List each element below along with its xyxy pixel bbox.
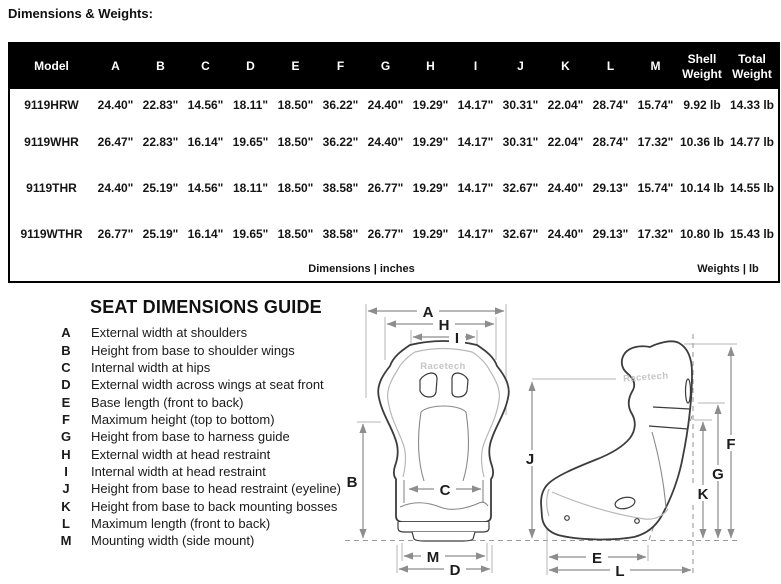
dimensions-table <box>8 42 780 283</box>
guide-item <box>48 359 341 376</box>
guide-item <box>48 480 341 497</box>
column-header: F <box>336 59 345 73</box>
value-cell: 15.43 lb <box>729 227 775 241</box>
column-header: A <box>111 59 120 73</box>
column-header: M <box>650 59 661 73</box>
value-cell: 32.67" <box>502 227 539 241</box>
front-seat-base-pad <box>412 532 475 541</box>
value-cell: 22.04" <box>547 97 584 112</box>
side-seat-outline <box>541 341 692 539</box>
value-cell: 14.17" <box>457 227 494 241</box>
column-header: B <box>156 59 165 73</box>
model-cell: 9119WHR <box>24 135 79 149</box>
column-header: E <box>291 59 300 73</box>
guide-item-letter: H <box>61 446 71 462</box>
value-cell: 24.40" <box>547 180 584 195</box>
guide-item-text: Mounting width (side mount) <box>91 533 255 549</box>
value-cell: 19.29" <box>412 227 449 241</box>
value-cell: 29.13" <box>592 180 629 195</box>
value-cell: 26.47" <box>97 135 134 149</box>
guide-item-letter: M <box>60 533 72 549</box>
guide-item-letter: A <box>61 325 71 341</box>
guide-title: SEAT DIMENSIONS GUIDE <box>90 297 322 317</box>
value-cell: 18.50" <box>277 180 314 195</box>
value-cell: 24.40" <box>367 135 404 149</box>
value-cell: 18.50" <box>277 135 314 149</box>
guide-item-text: External width at shoulders <box>91 325 248 341</box>
value-cell: 26.77" <box>367 227 404 241</box>
guide-item-text: Maximum height (top to bottom) <box>91 411 275 427</box>
value-cell: 16.14" <box>187 135 224 149</box>
value-cell: 30.31" <box>502 135 539 149</box>
side-seat-drawing <box>541 341 692 539</box>
value-cell: 18.11" <box>232 97 269 112</box>
mount-hole-rear <box>635 519 640 524</box>
guide-item-letter: L <box>62 515 70 531</box>
dim-label-h: H <box>438 317 450 334</box>
racetech-logo-side: Racetech <box>622 370 669 385</box>
guide-item-text: Maximum length (front to back) <box>91 515 271 531</box>
guide-item-letter: D <box>61 377 71 393</box>
front-seat-drawing <box>378 341 509 541</box>
value-cell: 18.50" <box>277 97 314 112</box>
table-row <box>9 89 779 120</box>
value-cell: 28.74" <box>592 97 629 112</box>
guide-item-letter: E <box>61 394 71 410</box>
value-cell: 17.32" <box>637 227 674 241</box>
value-cell: 28.74" <box>592 135 629 149</box>
dim-label-i: I <box>454 330 460 347</box>
value-cell: 18.11" <box>232 180 269 195</box>
table-body <box>9 89 779 257</box>
value-cell: 32.67" <box>502 180 539 195</box>
table-row <box>9 164 779 211</box>
column-header: Shell Weight <box>682 51 722 81</box>
guide-item-letter: F <box>62 411 70 427</box>
column-header: Total Weight <box>732 51 772 81</box>
belt-hole-left <box>420 373 437 397</box>
value-cell: 14.17" <box>457 97 494 112</box>
mount-hole-front <box>565 516 570 521</box>
dim-label-e: E <box>591 550 603 567</box>
value-cell: 24.40" <box>97 180 134 195</box>
guide-item <box>48 324 341 341</box>
dim-label-m: M <box>426 549 440 566</box>
dim-label-k: K <box>697 486 709 503</box>
column-header: J <box>517 59 524 73</box>
value-cell: 25.19" <box>142 227 179 241</box>
table-row <box>9 211 779 257</box>
footer-spacer <box>9 257 93 282</box>
guide-item-letter: B <box>61 342 71 358</box>
value-cell: 22.83" <box>142 135 179 149</box>
column-header: I <box>473 59 478 73</box>
value-cell: 22.04" <box>547 135 584 149</box>
guide-item-text: External width across wings at seat front <box>91 377 324 393</box>
value-cell: 36.22" <box>322 97 359 112</box>
model-cell: 9119THR <box>26 180 77 195</box>
guide-list <box>48 324 341 549</box>
guide-item-letter: J <box>62 481 70 497</box>
value-cell: 36.22" <box>322 135 359 149</box>
column-header: G <box>380 59 391 73</box>
dim-label-d: D <box>449 562 461 579</box>
guide-item <box>48 393 341 410</box>
column-header: Model <box>34 59 69 73</box>
value-cell: 26.77" <box>367 180 404 195</box>
dim-label-a: A <box>422 304 434 321</box>
front-seat-base <box>398 522 489 532</box>
column-header: C <box>201 59 210 73</box>
value-cell: 24.40" <box>547 227 584 241</box>
table-row <box>9 120 779 164</box>
guide-item <box>48 376 341 393</box>
value-cell: 26.77" <box>97 227 134 241</box>
value-cell: 19.29" <box>412 97 449 112</box>
guide-item-text: Height from base to back mounting bosses <box>91 498 338 514</box>
value-cell: 15.74" <box>637 180 674 195</box>
dim-label-f: F <box>726 436 736 453</box>
weights-unit-note: Weights | lb <box>697 263 759 275</box>
model-cell: 9119WTHR <box>20 227 83 241</box>
guide-item <box>48 515 341 532</box>
value-cell: 14.33 lb <box>729 97 775 112</box>
racetech-logo-front: Racetech <box>420 361 466 372</box>
value-cell: 38.58" <box>322 227 359 241</box>
value-cell: 17.32" <box>637 135 674 149</box>
model-cell: 9119HRW <box>24 97 79 112</box>
value-cell: 18.50" <box>277 227 314 241</box>
value-cell: 10.36 lb <box>679 135 725 149</box>
guide-item-letter: K <box>61 498 71 514</box>
belt-hole-right <box>452 373 468 397</box>
value-cell: 14.55 lb <box>729 180 775 195</box>
dimensions-unit-note: Dimensions | inches <box>308 263 415 275</box>
value-cell: 15.74" <box>637 97 674 112</box>
table-footer-row <box>9 257 779 282</box>
value-cell: 19.65" <box>232 227 269 241</box>
seat-diagrams <box>330 292 781 584</box>
guide-item-text: Internal width at head restraint <box>91 463 266 479</box>
guide-item <box>48 497 341 514</box>
guide-item-text: Height from base to head restraint (eyeline) <box>91 481 342 497</box>
table-header-row <box>9 43 779 89</box>
value-cell: 24.40" <box>97 97 134 112</box>
dim-label-l: L <box>615 563 625 580</box>
value-cell: 38.58" <box>322 180 359 195</box>
guide-item-letter: C <box>61 359 71 375</box>
dim-label-j: J <box>525 451 535 468</box>
value-cell: 10.14 lb <box>679 180 725 195</box>
guide-item <box>48 341 341 358</box>
dim-label-b: B <box>346 474 358 491</box>
harness-slot <box>686 379 691 403</box>
guide-item-text: Base length (front to back) <box>91 394 244 410</box>
value-cell: 25.19" <box>142 180 179 195</box>
value-cell: 16.14" <box>187 227 224 241</box>
value-cell: 14.17" <box>457 180 494 195</box>
guide-item-letter: I <box>64 463 68 479</box>
value-cell: 29.13" <box>592 227 629 241</box>
value-cell: 9.92 lb <box>683 97 721 112</box>
value-cell: 14.56" <box>187 97 224 112</box>
guide-item <box>48 532 341 549</box>
dim-label-c: C <box>439 482 451 499</box>
column-header: L <box>606 59 615 73</box>
value-cell: 22.83" <box>142 97 179 112</box>
guide-item-text: Internal width at hips <box>91 359 211 375</box>
guide-item-text: Height from base to shoulder wings <box>91 342 295 358</box>
guide-item <box>48 463 341 480</box>
column-header: D <box>246 59 255 73</box>
value-cell: 10.80 lb <box>679 227 725 241</box>
value-cell: 24.40" <box>367 97 404 112</box>
page-title: Dimensions & Weights: <box>8 6 153 21</box>
value-cell: 14.17" <box>457 135 494 149</box>
dim-label-g: G <box>712 466 724 483</box>
value-cell: 30.31" <box>502 97 539 112</box>
value-cell: 14.56" <box>187 180 224 195</box>
guide-item <box>48 445 341 462</box>
column-header: K <box>561 59 570 73</box>
guide-item <box>48 428 341 445</box>
guide-item <box>48 411 341 428</box>
value-cell: 19.65" <box>232 135 269 149</box>
value-cell: 19.29" <box>412 180 449 195</box>
column-header: H <box>426 59 435 73</box>
guide-item-text: External width at head restraint <box>91 446 271 462</box>
guide-item-letter: G <box>60 429 72 445</box>
guide-item-text: Height from base to harness guide <box>91 429 290 445</box>
value-cell: 19.29" <box>412 135 449 149</box>
value-cell: 14.77 lb <box>729 135 775 149</box>
